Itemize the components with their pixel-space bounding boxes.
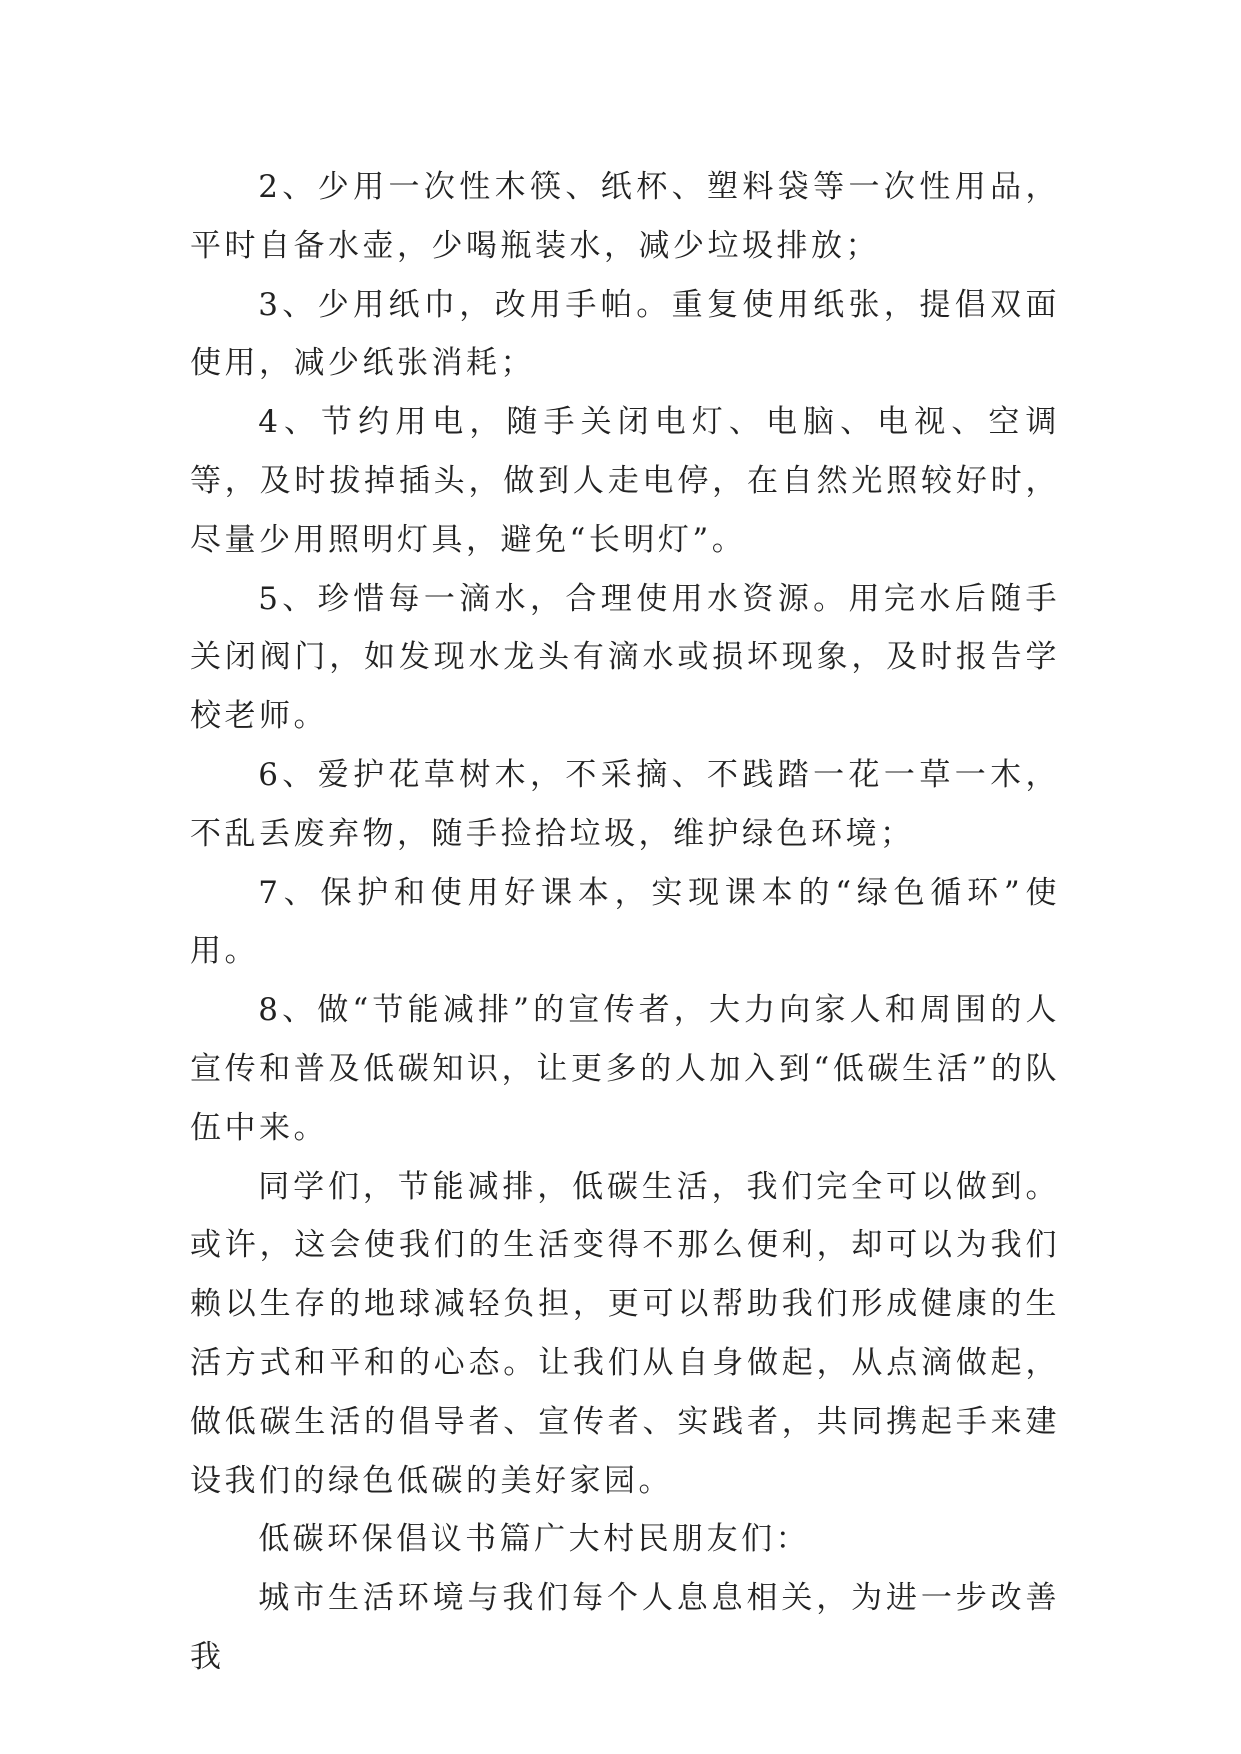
paragraph-item-3: 3、少用纸巾，改用手帕。重复使用纸张，提倡双面使用，减少纸张消耗； xyxy=(190,286,1060,382)
paragraph-closing: 同学们，节能减排，低碳生活，我们完全可以做到。或许，这会使我们的生活变得不那么便利，却可以为我们赖以生存的地球减轻负担，更可以帮助我们形成健康的生活方式和平和的心态。让我们从自身做起，从点滴做起，做低碳生活的倡导者、宣传者、实践者，共同携起手来建设我们的绿色低碳的美好家园。 xyxy=(190,1168,1060,1499)
paragraph-item-7: 7、保护和使用好课本，实现课本的“绿色循环”使用。 xyxy=(190,874,1060,970)
paragraph-item-5: 5、珍惜每一滴水，合理使用水资源。用完水后随手关闭阀门，如发现水龙头有滴水或损坏现象，及时报告学校老师。 xyxy=(190,580,1060,735)
paragraph-intro: 城市生活环境与我们每个人息息相关，为进一步改善我 xyxy=(190,1580,1060,1675)
paragraph-item-6: 6、爱护花草树木，不采摘、不践踏一花一草一木，不乱丢废弃物，随手捡拾垃圾，维护绿色环境； xyxy=(190,756,1060,852)
paragraph-item-8: 8、做“节能减排”的宣传者，大力向家人和周围的人宣传和普及低碳知识，让更多的人加入到“低碳生活”的队伍中来。 xyxy=(190,992,1060,1146)
document-body xyxy=(190,158,1060,1687)
paragraph-section-heading: 低碳环保倡议书篇广大村民朋友们： xyxy=(258,1521,811,1558)
paragraph-item-4: 4、节约用电，随手关闭电灯、电脑、电视、空调等，及时拔掉插头，做到人走电停，在自然光照较好时，尽量少用照明灯具，避免“长明灯”。 xyxy=(190,404,1060,558)
paragraph-item-2: 2、少用一次性木筷、纸杯、塑料袋等一次性用品，平时自备水壶，少喝瓶装水，减少垃圾排放； xyxy=(190,169,1060,264)
